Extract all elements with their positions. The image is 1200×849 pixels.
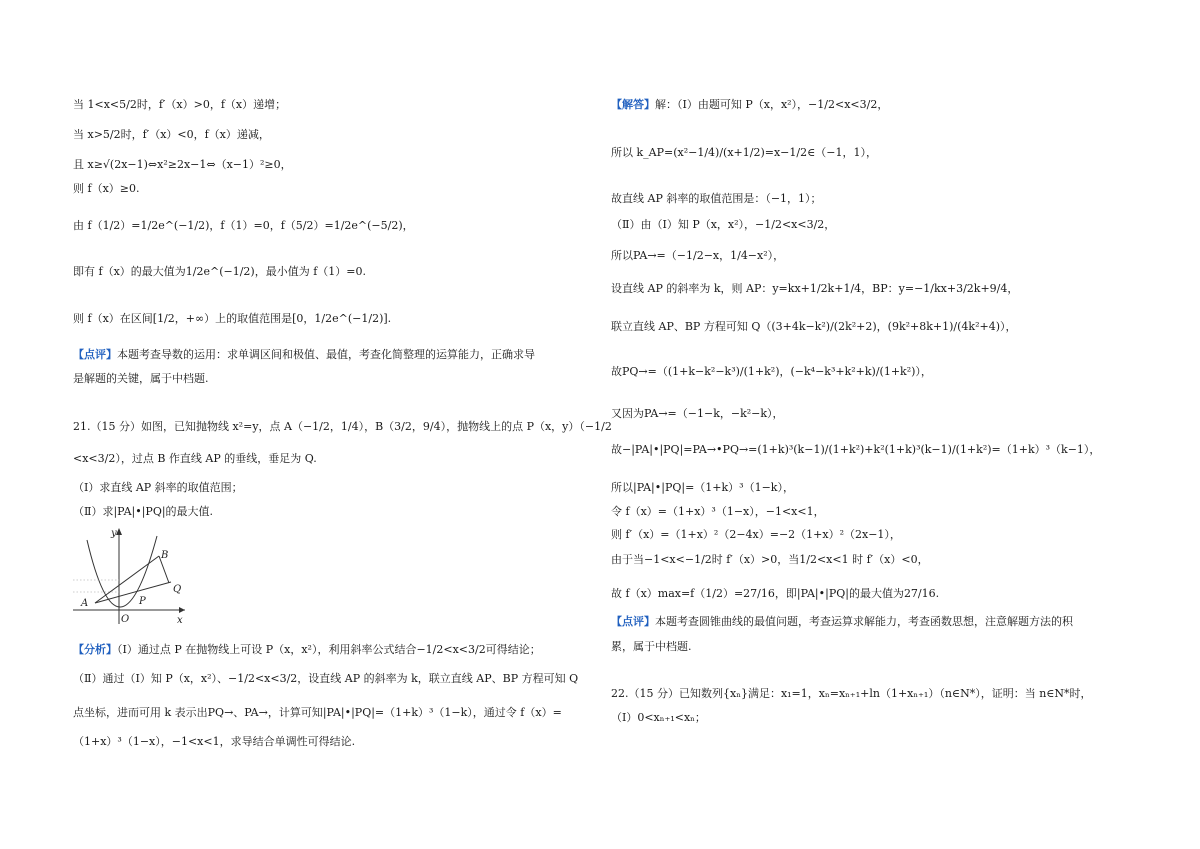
comment-line	[73, 348, 535, 362]
parabola-svg	[73, 526, 188, 626]
solution-line	[611, 98, 888, 112]
line-ab	[95, 556, 159, 603]
solution-text: 解：（Ⅰ）由题可知 P（x，x²），−1/2<x<3/2，	[655, 98, 889, 111]
solution-line: 所以PA→=（−1/2−x，1/4−x²），	[611, 249, 785, 262]
text-line: 且 x≥√(2x−1)⇔x²≥2x−1⇔（x−1）²≥0，	[73, 158, 292, 171]
label-p: P	[139, 596, 146, 607]
label-o: O	[121, 614, 130, 625]
question-21-line: <x<3/2），过点 B 作直线 AP 的垂线，垂足为 Q.	[73, 452, 317, 465]
question-21-part-1: （Ⅰ）求直线 AP 斜率的取值范围；	[73, 481, 243, 494]
text-line: 当 x>5/2时，f′（x）<0，f（x）递减，	[73, 128, 270, 141]
analysis-line: （1+x）³（1−x），−1<x<1，求导结合单调性可得结论.	[73, 735, 356, 748]
parabola-curve	[87, 536, 157, 607]
text-line: 则 f（x）≥0.	[73, 182, 140, 195]
comment-text: 本题考查导数的运用：求单调区间和极值、最值，考查化简整理的运算能力，正确求导	[117, 348, 535, 361]
solution-tag: 【解答】	[611, 98, 655, 111]
analysis-line: 点坐标，进而可用 k 表示出PQ→、PA→，计算可知|PA|•|PQ|=（1+k）³（1−k），通过令 f（x）=	[73, 706, 562, 719]
comment-line	[611, 615, 1073, 629]
solution-line: 设直线 AP 的斜率为 k，则 AP：y=kx+1/2k+1/4，BP：y=−1/kx+3/2k+9/4，	[611, 282, 1019, 295]
label-y: y	[111, 528, 117, 539]
solution-line: 故PQ→=（(1+k−k²−k³)/(1+k²)，(−k⁴−k³+k²+k)/(1+k²)），	[611, 365, 932, 378]
parabola-figure	[73, 526, 188, 626]
solution-line: 故 f（x）max=f（1/2）=27/16，即|PA|•|PQ|的最大值为27/16.	[611, 587, 940, 600]
question-21-part-2: （Ⅱ）求|PA|•|PQ|的最大值.	[73, 505, 214, 518]
solution-line: 所以|PA|•|PQ|=（1+k）³（1−k），	[611, 481, 794, 494]
comment-tag: 【点评】	[611, 615, 655, 628]
comment-line: 累，属于中档题.	[611, 640, 692, 653]
text-line: 是解题的关键，属于中档题.	[73, 372, 209, 385]
x-axis-arrow	[179, 607, 185, 613]
solution-line: 令 f（x）=（1+x）³（1−x），−1<x<1，	[611, 505, 825, 518]
comment-text: 本题考查圆锥曲线的最值问题，考查运算求解能力，考查函数思想，注意解题方法的积	[655, 615, 1073, 628]
label-x: x	[177, 615, 183, 626]
question-22-part-1: （Ⅰ）0<xₙ₊₁<xₙ；	[611, 711, 706, 724]
comment-tag: 【点评】	[73, 348, 117, 361]
analysis-tag: 【分析】	[73, 643, 117, 656]
solution-line: （Ⅱ）由（Ⅰ）知 P（x，x²），−1/2<x<3/2，	[611, 218, 836, 231]
solution-line: 由于当−1<x<−1/2时 f′（x）>0，当1/2<x<1 时 f′（x）<0，	[611, 553, 929, 566]
line-ap	[95, 582, 171, 603]
solution-line: 则 f′（x）=（1+x）²（2−4x）=−2（1+x）²（2x−1），	[611, 528, 901, 541]
solution-line: 又因为PA→=（−1−k，−k²−k），	[611, 407, 784, 420]
analysis-line: （Ⅱ）通过（Ⅰ）知 P（x，x²）、−1/2<x<3/2，设直线 AP 的斜率为 k，联立直线 AP、BP 方程可知 Q	[73, 672, 579, 685]
text-line: 则 f（x）在区间[1/2，+∞）上的取值范围是[0，1/2e^(−1/2)].	[73, 312, 392, 325]
solution-line: 所以 k_AP=(x²−1/4)/(x+1/2)=x−1/2∈（−1，1），	[611, 146, 877, 159]
analysis-line	[73, 643, 541, 657]
label-b: B	[161, 550, 169, 561]
text-line: 即有 f（x）的最大值为1/2e^(−1/2)，最小值为 f（1）=0.	[73, 265, 366, 278]
solution-line: 故直线 AP 斜率的取值范围是：（−1，1）；	[611, 192, 822, 205]
question-21-line: 21.（15 分）如图，已知抛物线 x²=y，点 A（−1/2，1/4），B（3/2，9/4），抛物线上的点 P（x，y）（−1/2	[73, 420, 612, 433]
text-line: 由 f（1/2）=1/2e^(−1/2)，f（1）=0，f（5/2）=1/2e^(−5/2)，	[73, 219, 414, 232]
analysis-text: （Ⅰ）通过点 P 在抛物线上可设 P（x，x²），利用斜率公式结合−1/2<x<3/2可得结论；	[117, 643, 541, 656]
question-22-line: 22.（15 分）已知数列{xₙ}满足：x₁=1，xₙ=xₙ₊₁+ln（1+xₙ₊₁）（n∈N*），证明：当 n∈N*时，	[611, 687, 1092, 700]
solution-line: 故−|PA|•|PQ|=PA→•PQ→=(1+k)³(k−1)/(1+k²)+k²(1+k)³(k−1)/(1+k²)=（1+k）³（k−1），	[611, 443, 1101, 456]
label-a: A	[81, 598, 89, 609]
y-axis-arrow	[116, 528, 122, 535]
text-line: 当 1<x<5/2时，f′（x）>0，f（x）递增；	[73, 98, 287, 111]
solution-line: 联立直线 AP、BP 方程可知 Q（(3+4k−k²)/(2k²+2)，(9k²+8k+1)/(4k²+4)），	[611, 320, 1017, 333]
label-q: Q	[173, 584, 182, 595]
